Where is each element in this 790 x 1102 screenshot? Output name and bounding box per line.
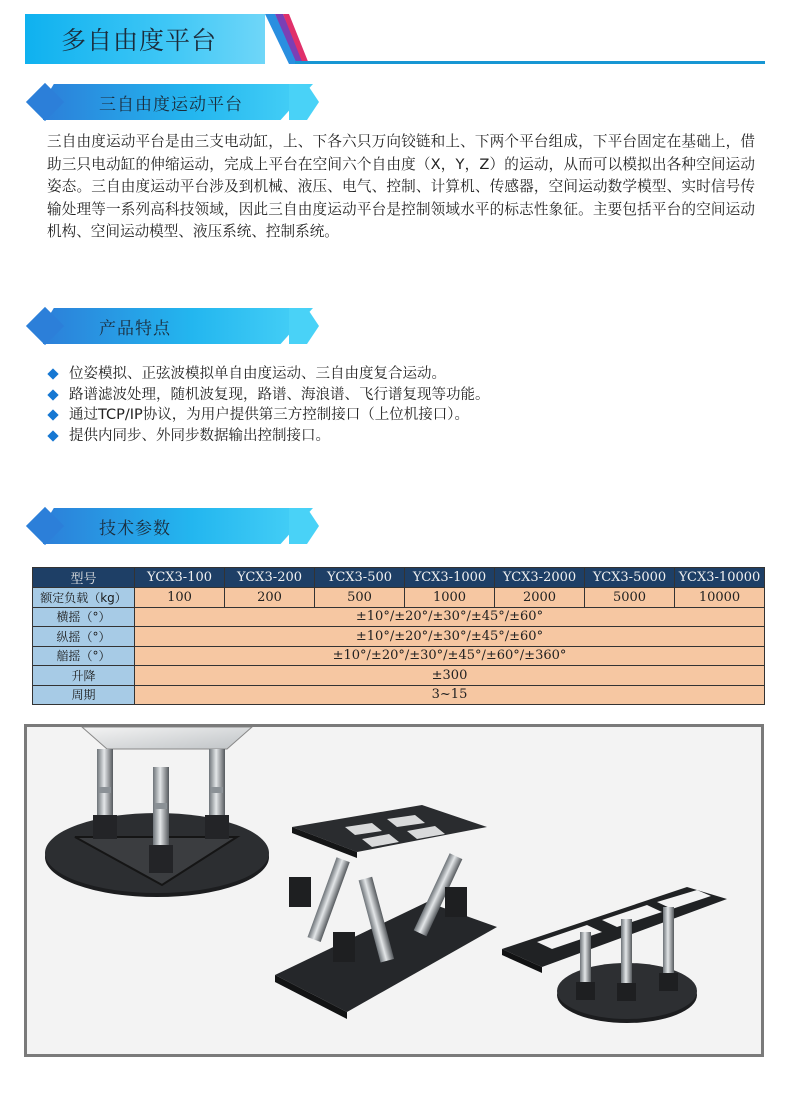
bullet-diamond-icon bbox=[47, 430, 58, 441]
row-label: 艏摇（°） bbox=[33, 646, 135, 666]
period-value: 3~15 bbox=[135, 685, 765, 705]
row-label: 额定负载（kg） bbox=[33, 588, 135, 608]
load-cell: 2000 bbox=[495, 588, 585, 608]
yaw-value: ±10°/±20°/±30°/±45°/±60°/±360° bbox=[135, 646, 765, 666]
table-row-heave bbox=[33, 666, 765, 686]
row-label: 周期 bbox=[33, 685, 135, 705]
row-label: 型号 bbox=[33, 568, 135, 588]
table-row-yaw bbox=[33, 646, 765, 666]
header-rule bbox=[295, 61, 765, 64]
model-cell: YCX3-200 bbox=[225, 568, 315, 588]
load-cell: 10000 bbox=[675, 588, 765, 608]
bullet-diamond-icon bbox=[47, 368, 58, 379]
row-label: 升降 bbox=[33, 666, 135, 686]
table-row-models bbox=[33, 568, 765, 588]
model-cell: YCX3-5000 bbox=[585, 568, 675, 588]
row-label: 横摇（°） bbox=[33, 607, 135, 627]
bullet-diamond-icon bbox=[47, 389, 58, 400]
model-cell: YCX3-1000 bbox=[405, 568, 495, 588]
spec-table bbox=[32, 567, 765, 705]
section-title: 三自由度运动平台 bbox=[99, 95, 243, 115]
section-title: 技术参数 bbox=[99, 519, 171, 539]
table-row-pitch bbox=[33, 627, 765, 647]
product-photo bbox=[24, 724, 764, 1057]
header-chevron-decoration bbox=[265, 14, 325, 64]
model-cell: YCX3-100 bbox=[135, 568, 225, 588]
page-title: 多自由度平台 bbox=[61, 26, 218, 55]
section-header-intro bbox=[27, 82, 317, 122]
feature-list bbox=[47, 364, 747, 446]
section-title: 产品特点 bbox=[99, 319, 171, 339]
model-cell: YCX3-2000 bbox=[495, 568, 585, 588]
motion-platforms-illustration bbox=[27, 727, 761, 1054]
table-row-period bbox=[33, 685, 765, 705]
model-cell: YCX3-500 bbox=[315, 568, 405, 588]
load-cell: 500 bbox=[315, 588, 405, 608]
pitch-value: ±10°/±20°/±30°/±45°/±60° bbox=[135, 627, 765, 647]
list-item: 通过TCP/IP协议，为用户提供第三方控制接口（上位机接口）。 bbox=[47, 405, 747, 426]
section-header-specs bbox=[27, 506, 317, 546]
row-label: 纵摇（°） bbox=[33, 627, 135, 647]
table-row-load bbox=[33, 588, 765, 608]
heave-value: ±300 bbox=[135, 666, 765, 686]
table-row-roll bbox=[33, 607, 765, 627]
load-cell: 5000 bbox=[585, 588, 675, 608]
list-item: 位姿模拟、正弦波模拟单自由度运动、三自由度复合运动。 bbox=[47, 364, 747, 385]
load-cell: 100 bbox=[135, 588, 225, 608]
load-cell: 200 bbox=[225, 588, 315, 608]
list-item: 提供内同步、外同步数据输出控制接口。 bbox=[47, 426, 747, 447]
intro-paragraph: 三自由度运动平台是由三支电动缸，上、下各六只万向铰链和上、下两个平台组成，下平台固定在基础上，借助三只电动缸的伸缩运动，完成上平台在空间六个自由度（X，Y，Z）的运动，从而可以模拟出各种空间运动姿态。三自由度运动平台涉及到机械、液压、电气、控制、计算机、传感器，空间运动数学模型、实时信号传输处理等一系列高科技领域，因此三自由度运动平台是控制领域水平的标志性象征。主要包括平台的空间运动机构、空间运动模型、液压系统、控制系统。 bbox=[47, 133, 755, 240]
roll-value: ±10°/±20°/±30°/±45°/±60° bbox=[135, 607, 765, 627]
list-item: 路谱滤波处理，随机波复现，路谱、海浪谱、飞行谱复现等功能。 bbox=[47, 385, 747, 406]
section-header-features bbox=[27, 306, 317, 346]
load-cell: 1000 bbox=[405, 588, 495, 608]
model-cell: YCX3-10000 bbox=[675, 568, 765, 588]
bullet-diamond-icon bbox=[47, 409, 58, 420]
page-header bbox=[25, 14, 765, 66]
